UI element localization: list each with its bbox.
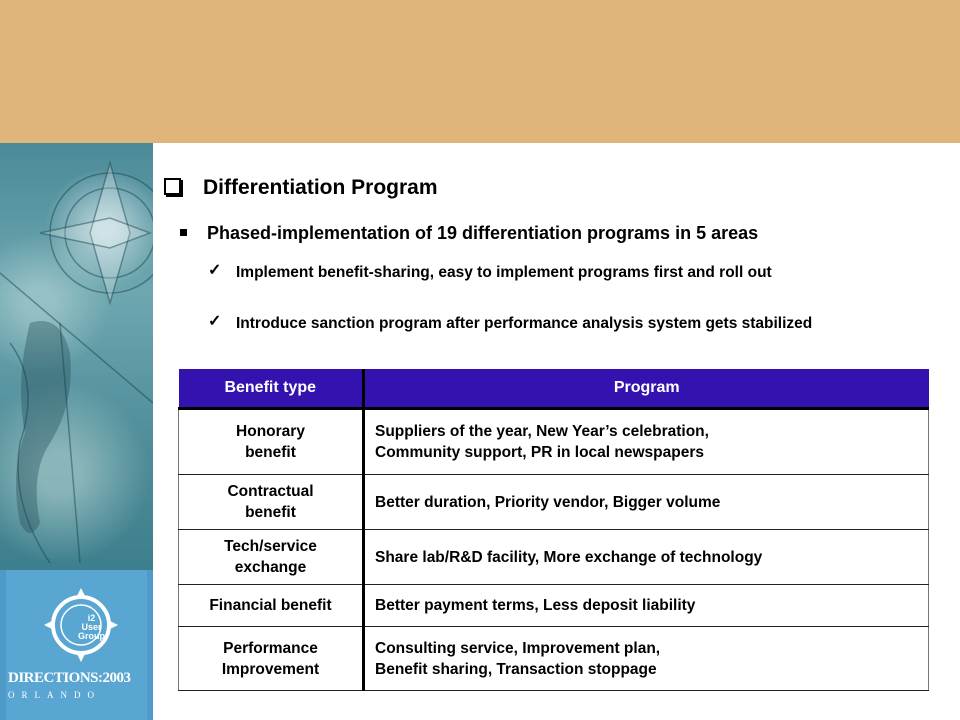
subheading-text: Phased-implementation of 19 differentiation programs in 5 areas: [207, 223, 759, 243]
heading-text: Differentiation Program: [203, 176, 438, 199]
cell-line: benefit: [245, 444, 296, 461]
cell-line: Consulting service, Improvement plan,: [375, 639, 661, 657]
logo-badge: [78, 614, 105, 641]
benefit-table: [178, 369, 929, 691]
benefit-type-cell: [179, 627, 364, 691]
cell-line: Contractual: [227, 483, 314, 500]
benefit-type-cell: [179, 409, 364, 475]
cell-line: Community support, PR in local newspapers: [375, 444, 704, 461]
table-row: [179, 585, 929, 627]
table-header-row: [179, 369, 929, 409]
cell-line: Suppliers of the year, New Year’s celebration,: [375, 423, 709, 440]
cell-line: Better payment terms, Less deposit liability: [375, 597, 696, 614]
cell-line: Performance: [223, 639, 318, 657]
program-cell: [364, 409, 929, 475]
benefit-type-cell: [179, 475, 364, 530]
table-row: [179, 627, 929, 691]
benefit-type-cell: [179, 530, 364, 585]
program-cell: [364, 627, 929, 691]
logo-subtitle: ORLANDO: [8, 690, 101, 700]
cell-line: Financial benefit: [209, 597, 332, 614]
cell-line: Better duration, Priority vendor, Bigger volume: [375, 493, 721, 511]
cell-line: Benefit sharing, Transaction stoppage: [375, 660, 657, 678]
cell-line: Improvement: [221, 660, 320, 678]
subheading: [180, 223, 758, 244]
checkmark-icon: ✓: [208, 313, 222, 330]
logo-badge-line: User: [81, 622, 102, 632]
column-header-program: Program: [364, 369, 929, 409]
program-cell: [364, 475, 929, 530]
conference-logo: [0, 570, 153, 720]
logo-title: DIRECTIONS:2003: [8, 670, 131, 686]
logo-badge-line: i2: [87, 613, 96, 623]
cell-line: benefit: [245, 504, 296, 521]
logo-badge-line: Group: [78, 631, 105, 641]
cell-line: exchange: [234, 559, 307, 576]
checkmark-icon: ✓: [208, 262, 222, 279]
column-header-benefit-type: Benefit type: [179, 369, 364, 409]
square-bullet-icon: [180, 229, 187, 236]
table-row: [179, 409, 929, 475]
compass-icon: [6, 570, 147, 670]
benefit-type-cell: [179, 585, 364, 627]
program-cell: [364, 530, 929, 585]
program-cell: [364, 585, 929, 627]
cell-line: Share lab/R&D facility, More exchange of technology: [375, 548, 763, 566]
cell-line: Honorary: [236, 423, 305, 440]
table-row: [179, 530, 929, 585]
top-banner: [0, 0, 960, 143]
checkbox-bullet-icon: [164, 178, 181, 195]
section-heading: [164, 176, 438, 200]
decorative-map-art: [0, 143, 153, 570]
check-item-text: Introduce sanction program after performance analysis system gets stabilized: [236, 315, 813, 332]
cell-line: Tech/service: [224, 538, 317, 555]
check-item-text: Implement benefit-sharing, easy to implement programs first and roll out: [236, 264, 772, 281]
table-row: [179, 475, 929, 530]
